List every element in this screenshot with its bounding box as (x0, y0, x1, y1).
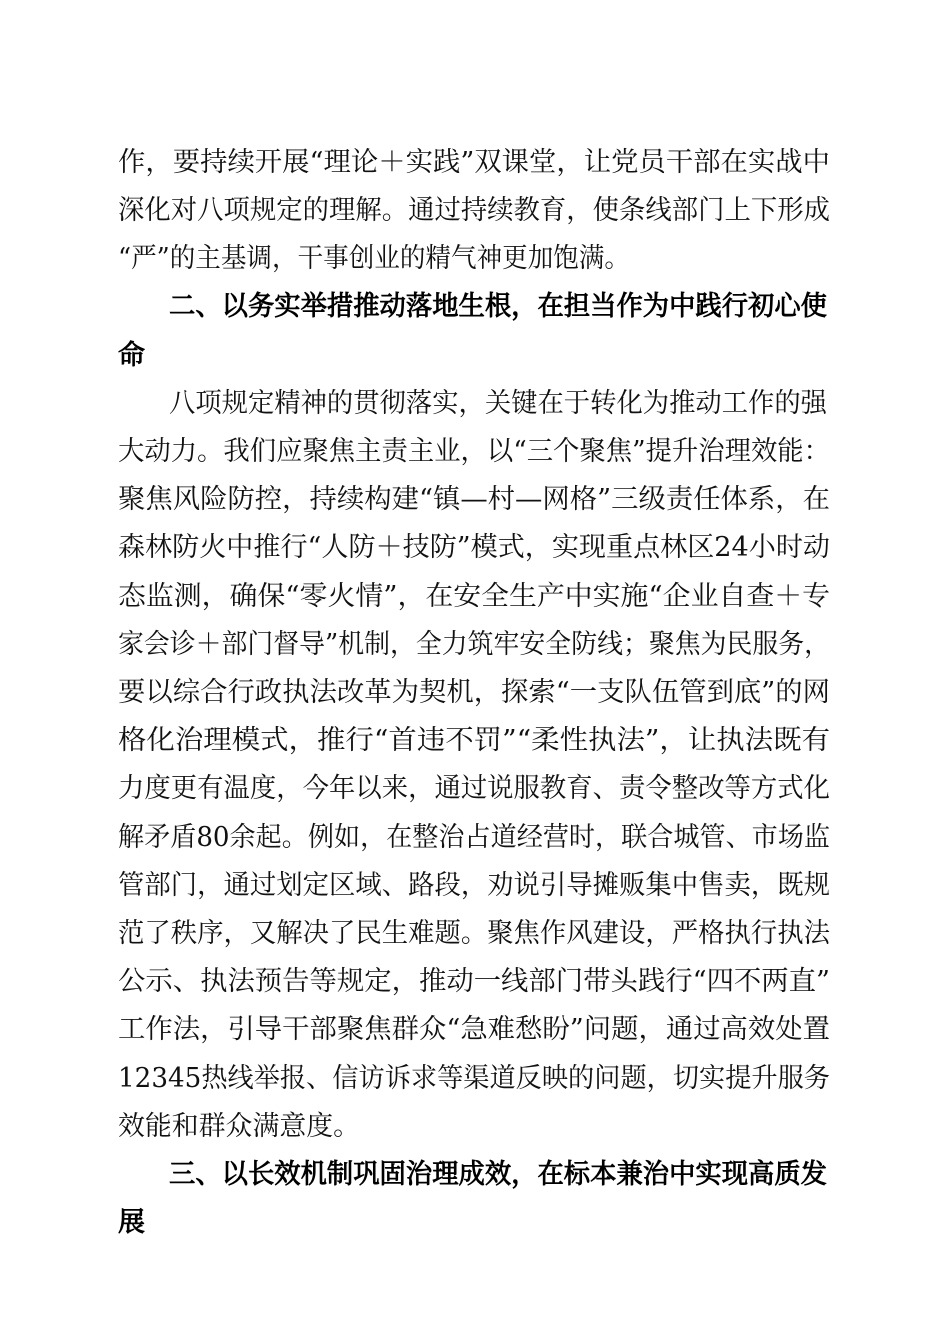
line-text: 深化对八项规定的理解。通过持续教育，使条线部门上下形成 (118, 195, 830, 226)
paragraph-line (0, 189, 950, 233)
paragraph-line (0, 816, 950, 860)
line-text: 家会诊＋部门督导”机制，全力筑牢安全防线；聚焦为民服务， (118, 629, 830, 660)
line-text: 格化治理模式，推行“首违不罚”“柔性执法”，让执法既有 (118, 725, 830, 756)
line-text: 管部门，通过划定区域、路段，劝说引导摊贩集中售卖，既规 (118, 870, 830, 901)
paragraph-line (0, 526, 950, 570)
paragraph-line (0, 382, 950, 426)
line-text: 12345热线举报、信访诉求等渠道反映的问题，切实提升服务 (118, 1063, 830, 1094)
line-text: 要以综合行政执法改革为契机，探索“一支队伍管到底”的网 (118, 677, 830, 708)
section-heading-line (0, 1201, 950, 1245)
line-text: 态监测，确保“零火情”，在安全生产中实施“企业自查＋专 (118, 581, 831, 612)
paragraph-line (0, 912, 950, 956)
paragraph-line (0, 960, 950, 1004)
line-text: 大动力。我们应聚焦主责主业，以“三个聚焦”提升治理效能： (118, 436, 830, 467)
paragraph-line (0, 623, 950, 667)
paragraph-line (0, 478, 950, 522)
paragraph-line (0, 430, 950, 474)
paragraph-line (0, 1105, 950, 1149)
section-heading-line (0, 285, 950, 329)
section-heading-line (0, 1153, 950, 1197)
section-heading-line (0, 334, 950, 378)
line-text: 聚焦风险防控，持续构建“镇—村—网格”三级责任体系，在 (118, 484, 830, 515)
line-text: “严”的主基调，干事创业的精气神更加饱满。 (118, 243, 630, 274)
line-text: 二、以务实举措推动落地生根，在担当作为中践行初心使 (169, 291, 827, 322)
line-text: 解矛盾80余起。例如，在整治占道经营时，联合城管、市场监 (118, 822, 830, 853)
line-text: 三、以长效机制巩固治理成效，在标本兼治中实现高质发 (169, 1159, 827, 1190)
paragraph-line (0, 1057, 950, 1101)
line-text: 森林防火中推行“人防＋技防”模式，实现重点林区24小时动 (118, 532, 830, 563)
line-text: 公示、执法预告等规定，推动一线部门带头践行“四不两直” (118, 966, 830, 997)
paragraph-line (0, 237, 950, 281)
paragraph-line (0, 767, 950, 811)
paragraph-line (0, 864, 950, 908)
line-text: 展 (118, 1207, 145, 1238)
paragraph-line (0, 141, 950, 185)
line-text: 工作法，引导干部聚焦群众“急难愁盼”问题，通过高效处置 (118, 1014, 830, 1045)
line-text: 命 (118, 340, 145, 371)
line-text: 作，要持续开展“理论＋实践”双课堂，让党员干部在实战中 (118, 147, 830, 178)
paragraph-line (0, 719, 950, 763)
line-text: 效能和群众满意度。 (118, 1111, 360, 1142)
paragraph-line (0, 1008, 950, 1052)
line-text: 力度更有温度，今年以来，通过说服教育、责令整改等方式化 (118, 773, 830, 804)
line-text: 范了秩序，又解决了民生难题。聚焦作风建设，严格执行执法 (118, 918, 830, 949)
paragraph-line (0, 671, 950, 715)
line-text: 八项规定精神的贯彻落实，关键在于转化为推动工作的强 (169, 388, 827, 419)
paragraph-line (0, 575, 950, 619)
